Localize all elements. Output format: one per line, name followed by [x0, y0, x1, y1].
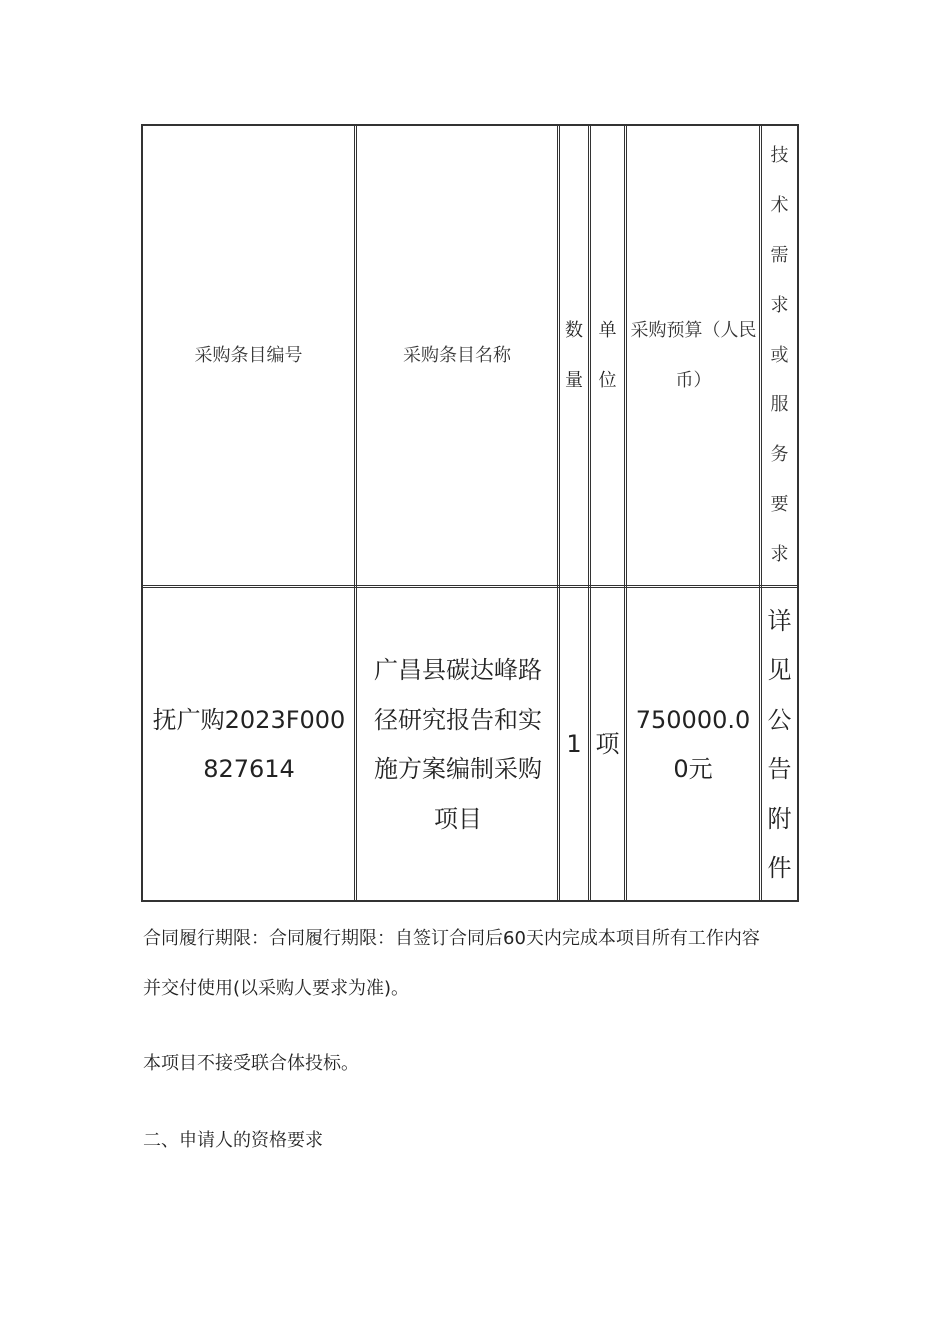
cell-item-name — [363, 590, 553, 900]
cell-unit — [591, 590, 624, 900]
header-requirements — [762, 126, 797, 585]
cell-quantity — [560, 590, 588, 900]
header-item-name — [357, 126, 557, 585]
budget-value: 750000.00元 — [635, 705, 751, 783]
item-name-value: 广昌县碳达峰路径研究报告和实施方案编制采购项目 — [374, 656, 542, 833]
requirements-value: 详见公告附件 — [767, 606, 792, 882]
cell-requirements — [762, 590, 797, 900]
header-item-name-label: 采购条目名称 — [403, 344, 511, 366]
header-budget — [630, 126, 757, 585]
cell-item-number — [150, 590, 348, 900]
column-divider — [624, 124, 627, 902]
header-quantity — [560, 126, 588, 585]
header-unit-label: 单位 — [598, 319, 617, 391]
header-quantity-label: 数量 — [565, 319, 583, 391]
cell-budget — [631, 590, 755, 900]
consortium-notice: 本项目不接受联合体投标。 — [143, 1053, 359, 1074]
header-budget-label: 采购预算（人民币） — [630, 319, 757, 391]
header-unit — [591, 126, 624, 585]
header-item-number-label: 采购条目编号 — [194, 344, 303, 366]
contract-term-line-2: 并交付使用(以采购人要求为准)。 — [143, 978, 410, 999]
section-heading: 二、申请人的资格要求 — [143, 1130, 323, 1151]
row-divider — [141, 585, 799, 588]
header-item-number — [143, 126, 354, 585]
item-number-value: 抚广购2023F000827614 — [152, 705, 346, 783]
quantity-value: 1 — [566, 730, 582, 759]
contract-term-line-1: 合同履行期限：合同履行期限：自签订合同后60天内完成本项目所有工作内容 — [143, 928, 760, 949]
unit-value: 项 — [595, 730, 620, 759]
header-requirements-label: 技术需求或服务要求 — [770, 145, 789, 565]
